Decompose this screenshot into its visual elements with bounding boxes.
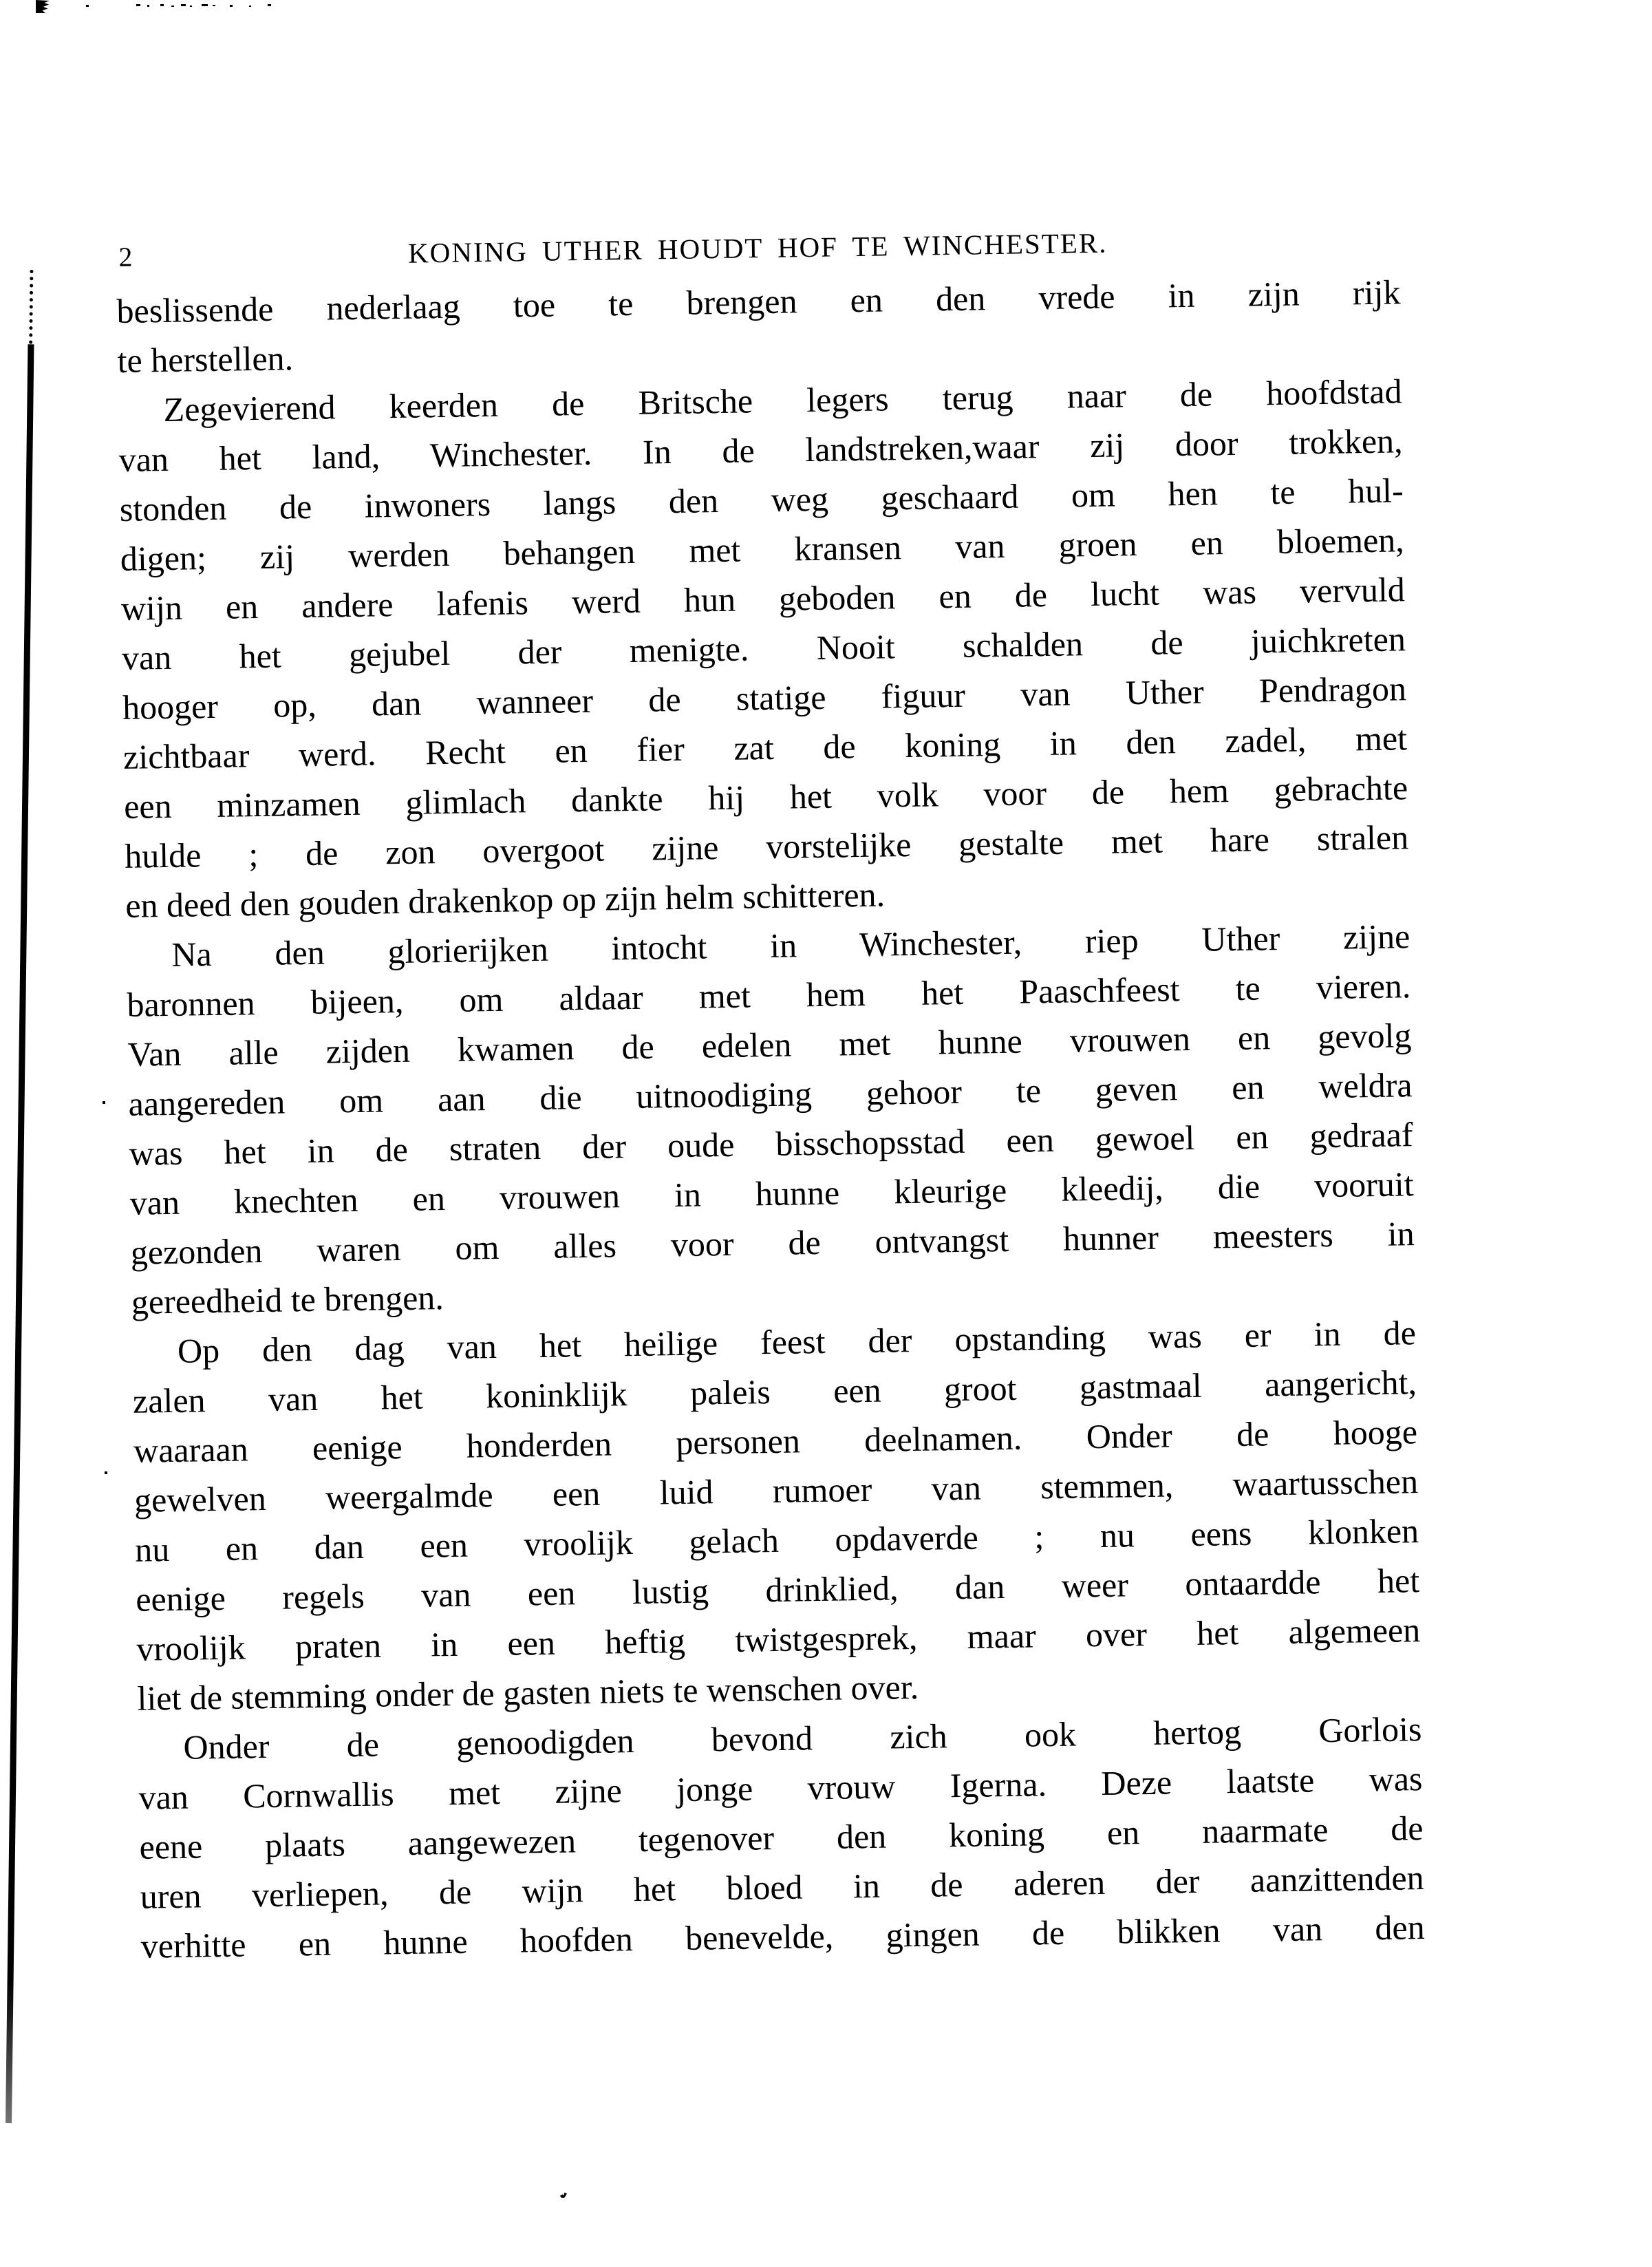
text-line: gezonden waren om alles voor de ontvangst hunner meesters in xyxy=(130,1214,1415,1272)
text-line: stonden de inwoners langs den weg geschaard om hen te hul- xyxy=(119,471,1404,529)
text-line: Op den dag van het heilige feest der opstanding was er in de xyxy=(177,1313,1417,1370)
scan-speck xyxy=(86,5,89,7)
page-content xyxy=(116,220,1425,1970)
text-line: van het land, Winchester. In de landstreken,waar zij door trokken, xyxy=(118,421,1403,479)
text-line: zalen van het koninklijk paleis een groot gastmaal aangericht, xyxy=(132,1363,1417,1420)
scan-speck xyxy=(190,6,192,7)
text-line: uren verliepen, de wijn het bloed in de aderen der aanzittenden xyxy=(140,1858,1424,1916)
page-number: 2 xyxy=(118,241,133,273)
text-line: eene plaats aangewezen tegenover den koning en naarmate de xyxy=(139,1809,1424,1866)
text-line: hulde ; de zon overgoot zijne vorstelijke gestalte met hare stralen xyxy=(124,818,1409,875)
scan-speck xyxy=(160,4,164,6)
text-line: was het in de straten der oude bisschopsstad een gewoel en gedraaf xyxy=(129,1115,1413,1173)
text-line: aangereden om aan die uitnoodiging gehoor te geven en weldra xyxy=(128,1065,1413,1123)
text-line: Zegevierend keerden de Britsche legers terug naar de hoofdstad xyxy=(163,372,1402,429)
scan-speck xyxy=(560,2193,567,2198)
text-line: liet de stemming onder de gasten niets te wenschen over. xyxy=(137,1667,919,1718)
text-line: hooger op, dan wanneer de statige figuur van Uther Pendragon xyxy=(122,669,1407,727)
text-line: eenige regels van een lustig drinklied, dan weer ontaardde het xyxy=(135,1561,1420,1619)
text-line: gewelven weergalmde een luid rumoer van stemmen, waartusschen xyxy=(133,1462,1419,1520)
scan-speck xyxy=(268,4,271,6)
binding-shadow-top xyxy=(29,270,33,351)
text-line: nu en dan een vroolijk gelach opdaverde ; nu eens klonken xyxy=(134,1511,1419,1569)
text-line: van het gejubel der menigte. Nooit schalden de juichkreten xyxy=(121,619,1406,677)
text-line: van Cornwallis met zijne jonge vrouw Igerna. Deze laatste was xyxy=(138,1759,1423,1817)
scan-speck xyxy=(249,6,251,7)
text-line: een minzamen glimlach dankte hij het volk voor de hem gebrachte xyxy=(123,768,1408,826)
text-line: gereedheid te brengen. xyxy=(131,1278,444,1321)
text-line: Van alle zijden kwamen de edelen met hunne vrouwen en gevolg xyxy=(127,1016,1412,1074)
scan-speck xyxy=(202,4,208,6)
page-header xyxy=(116,220,1400,275)
scan-smudge xyxy=(36,0,50,13)
scan-speck xyxy=(103,1101,105,1104)
scan-speck xyxy=(213,5,215,6)
text-line: wijn en andere lafenis werd hun geboden en de lucht was vervuld xyxy=(120,570,1406,628)
text-line: waaraan eenige honderden personen deelnamen. Onder de hooge xyxy=(133,1412,1418,1470)
scan-speck xyxy=(105,1471,107,1474)
text-line: digen; zij werden behangen met kransen van groen en bloemen, xyxy=(120,520,1405,578)
text-line: vroolijk praten in een heftig twistgesprek, maar over het algemeen xyxy=(136,1610,1421,1668)
text-line: beslissende nederlaag toe te brengen en den vrede in zijn rijk xyxy=(116,273,1401,330)
text-line: te herstellen. xyxy=(117,339,294,380)
text-line: van knechten en vrouwen in hunne kleurige kleedij, die vooruit xyxy=(129,1164,1414,1222)
text-line: baronnen bijeen, om aldaar met hem het Paaschfeest te vieren. xyxy=(127,966,1411,1024)
scan-speck xyxy=(147,5,149,7)
text-line: Onder de genoodigden bevond zich ook hertog Gorlois xyxy=(183,1710,1422,1767)
text-line: Na den glorierijken intocht in Winchester, riep Uther zijne xyxy=(171,917,1410,974)
scan-speck xyxy=(136,4,140,6)
running-title: KONING UTHER HOUDT HOF TE WINCHESTER. xyxy=(407,226,1108,269)
scan-speck xyxy=(230,5,233,7)
scan-speck xyxy=(171,6,174,7)
text-line: en deed den gouden drakenkop op zijn helm schitteren. xyxy=(125,875,886,925)
text-block xyxy=(116,267,1425,1970)
scan-speck xyxy=(181,4,186,6)
binding-shadow xyxy=(6,344,34,2123)
text-line: verhitte en hunne hoofden benevelde, gingen de blikken van den xyxy=(140,1908,1426,1966)
text-line: zichtbaar werd. Recht en fier zat de koning in den zadel, met xyxy=(122,719,1408,776)
